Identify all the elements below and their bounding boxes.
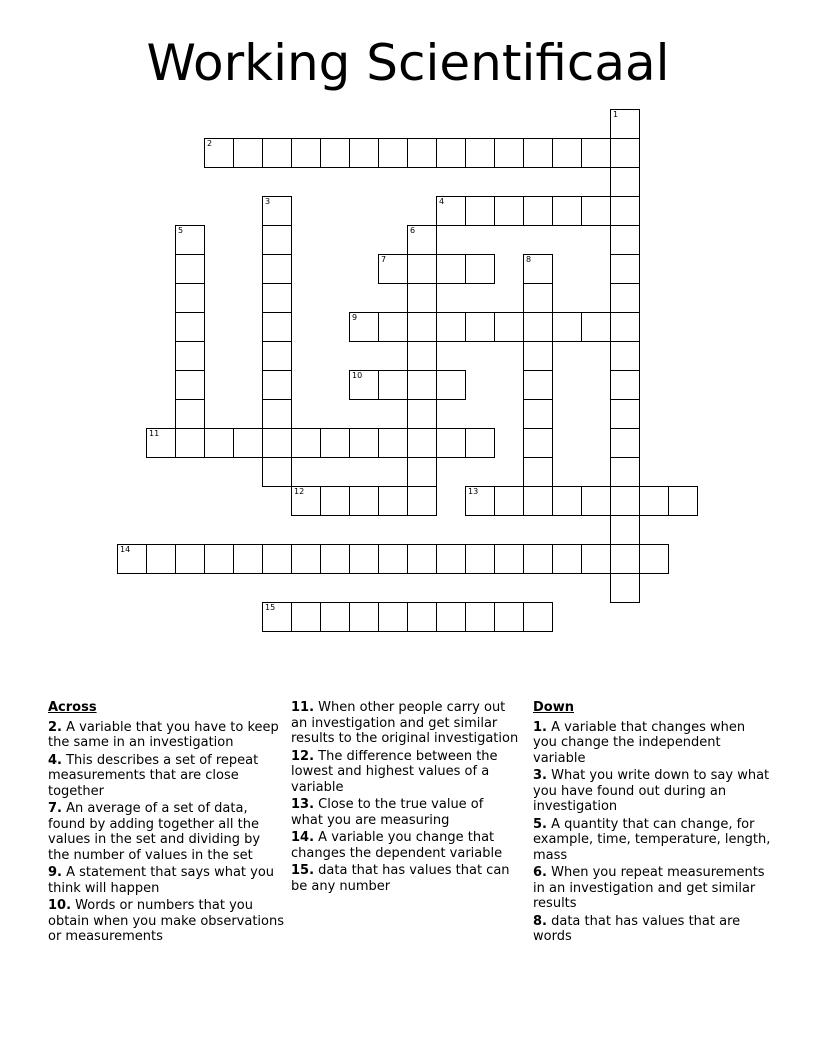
- clue-number: 12.: [291, 748, 315, 764]
- grid-cell[interactable]: [349, 602, 379, 632]
- grid-cell[interactable]: [175, 399, 205, 429]
- cell-number: 13: [468, 487, 479, 496]
- across-clues-column-2: [291, 700, 519, 896]
- grid-cell[interactable]: [523, 544, 553, 574]
- grid-cell[interactable]: [610, 312, 640, 342]
- grid-cell[interactable]: [610, 515, 640, 545]
- grid-cell[interactable]: [610, 254, 640, 284]
- clue-text: A variable that you have to keep the same in an investigation: [48, 719, 279, 750]
- grid-cell[interactable]: [494, 138, 524, 168]
- grid-cell[interactable]: [117, 544, 147, 574]
- grid-cell[interactable]: [407, 370, 437, 400]
- cell-number: 9: [352, 313, 358, 322]
- across-clue: [291, 797, 519, 828]
- grid-cell[interactable]: [378, 602, 408, 632]
- grid-cell[interactable]: [320, 138, 350, 168]
- grid-cell[interactable]: [262, 370, 292, 400]
- grid-cell[interactable]: [610, 225, 640, 255]
- across-clue: [291, 749, 519, 796]
- clue-number: 11.: [291, 700, 315, 715]
- grid-cell[interactable]: [378, 428, 408, 458]
- grid-cell[interactable]: [175, 312, 205, 342]
- across-clue: [48, 801, 284, 863]
- clue-text: A quantity that can change, for example, time, temperature, length, mass: [533, 816, 771, 863]
- clue-number: 3.: [533, 768, 547, 783]
- clue-number: 13.: [291, 797, 315, 812]
- clue-text: An average of a set of data, found by adding together all the values in the set and dividing by the number of values in the set: [48, 801, 261, 863]
- grid-cell[interactable]: [262, 399, 292, 429]
- across-clue: [48, 720, 284, 751]
- grid-cell[interactable]: [581, 486, 611, 516]
- grid-cell[interactable]: [523, 602, 553, 632]
- grid-cell[interactable]: [610, 341, 640, 371]
- down-heading: Down: [533, 700, 574, 715]
- cell-number: 10: [352, 371, 363, 380]
- grid-cell[interactable]: [494, 312, 524, 342]
- grid-cell[interactable]: [436, 544, 466, 574]
- grid-cell[interactable]: [378, 544, 408, 574]
- grid-cell[interactable]: [610, 196, 640, 226]
- grid-cell[interactable]: [262, 283, 292, 313]
- grid-cell[interactable]: [175, 544, 205, 574]
- grid-cell[interactable]: [204, 544, 234, 574]
- grid-cell[interactable]: [407, 312, 437, 342]
- grid-cell[interactable]: [523, 457, 553, 487]
- grid-cell[interactable]: [175, 254, 205, 284]
- grid-cell[interactable]: [465, 138, 495, 168]
- grid-cell[interactable]: [494, 486, 524, 516]
- grid-cell[interactable]: [407, 428, 437, 458]
- grid-cell[interactable]: [436, 312, 466, 342]
- grid-cell[interactable]: [204, 138, 234, 168]
- grid-cell[interactable]: [262, 138, 292, 168]
- grid-cell[interactable]: [349, 138, 379, 168]
- grid-cell[interactable]: [523, 254, 553, 284]
- grid-cell[interactable]: [436, 370, 466, 400]
- clue-number: 4.: [48, 752, 62, 768]
- grid-cell[interactable]: [639, 544, 669, 574]
- grid-cell[interactable]: [320, 602, 350, 632]
- grid-cell[interactable]: [291, 602, 321, 632]
- grid-cell[interactable]: [523, 399, 553, 429]
- cell-number: 6: [410, 226, 416, 235]
- clue-number: 7.: [48, 801, 62, 816]
- grid-cell[interactable]: [465, 428, 495, 458]
- grid-cell[interactable]: [407, 225, 437, 255]
- grid-cell[interactable]: [320, 486, 350, 516]
- grid-cell[interactable]: [175, 283, 205, 313]
- grid-cell[interactable]: [175, 225, 205, 255]
- clue-number: 1.: [533, 719, 547, 735]
- grid-cell[interactable]: [639, 486, 669, 516]
- grid-cell[interactable]: [610, 544, 640, 574]
- grid-cell[interactable]: [494, 196, 524, 226]
- grid-cell[interactable]: [262, 428, 292, 458]
- grid-cell[interactable]: [436, 602, 466, 632]
- down-clue: [533, 768, 773, 815]
- clue-number: 10.: [48, 898, 72, 913]
- grid-cell[interactable]: [233, 428, 263, 458]
- clue-text: Words or numbers that you obtain when you make observations or measurements: [48, 898, 284, 944]
- grid-cell[interactable]: [262, 225, 292, 255]
- grid-cell[interactable]: [494, 602, 524, 632]
- clue-text: A statement that says what you think will happen: [48, 865, 275, 896]
- grid-cell[interactable]: [552, 138, 582, 168]
- grid-cell[interactable]: [610, 138, 640, 168]
- clue-number: 9.: [48, 865, 62, 880]
- grid-cell[interactable]: [349, 312, 379, 342]
- grid-cell[interactable]: [552, 196, 582, 226]
- clue-text: A variable that changes when you change the independent variable: [533, 719, 746, 766]
- cell-number: 2: [207, 139, 213, 148]
- grid-cell[interactable]: [523, 428, 553, 458]
- grid-cell[interactable]: [523, 196, 553, 226]
- grid-cell[interactable]: [262, 602, 292, 632]
- grid-cell[interactable]: [146, 544, 176, 574]
- grid-cell[interactable]: [407, 602, 437, 632]
- clue-text: data that has values that are words: [533, 913, 741, 944]
- across-clues-column-1: [48, 700, 284, 947]
- clue-number: 6.: [533, 865, 547, 880]
- grid-cell[interactable]: [465, 602, 495, 632]
- grid-cell[interactable]: [610, 399, 640, 429]
- grid-cell[interactable]: [175, 341, 205, 371]
- across-clue: [291, 863, 519, 894]
- grid-cell[interactable]: [262, 196, 292, 226]
- grid-cell[interactable]: [436, 196, 466, 226]
- grid-cell[interactable]: [407, 544, 437, 574]
- down-clue: [533, 865, 773, 912]
- grid-cell[interactable]: [581, 312, 611, 342]
- grid-cell[interactable]: [407, 457, 437, 487]
- grid-cell[interactable]: [552, 544, 582, 574]
- cell-number: 12: [294, 487, 305, 496]
- grid-cell[interactable]: [291, 544, 321, 574]
- clue-text: data that has values that can be any number: [291, 863, 510, 894]
- grid-cell[interactable]: [436, 428, 466, 458]
- grid-cell[interactable]: [610, 457, 640, 487]
- clue-text: When you repeat measurements in an investigation and get similar results: [533, 865, 765, 911]
- grid-cell[interactable]: [291, 428, 321, 458]
- grid-cell[interactable]: [610, 109, 640, 139]
- grid-cell[interactable]: [523, 138, 553, 168]
- clue-number: 5.: [533, 816, 547, 832]
- down-clue: [533, 914, 773, 945]
- grid-cell[interactable]: [552, 312, 582, 342]
- clue-number: 15.: [291, 863, 315, 878]
- grid-cell[interactable]: [465, 196, 495, 226]
- grid-cell[interactable]: [581, 138, 611, 168]
- grid-cell[interactable]: [349, 428, 379, 458]
- clue-number: 8.: [533, 913, 547, 929]
- clue-text: The difference between the lowest and highest values of a variable: [291, 748, 498, 795]
- grid-cell[interactable]: [291, 486, 321, 516]
- grid-cell[interactable]: [465, 486, 495, 516]
- grid-cell[interactable]: [523, 312, 553, 342]
- down-clue: [533, 817, 773, 864]
- cell-number: 5: [178, 226, 184, 235]
- clue-number: 2.: [48, 719, 62, 735]
- grid-cell[interactable]: [175, 428, 205, 458]
- grid-cell[interactable]: [436, 254, 466, 284]
- grid-cell[interactable]: [610, 283, 640, 313]
- grid-cell[interactable]: [349, 544, 379, 574]
- across-clue: [291, 830, 519, 861]
- grid-cell[interactable]: [407, 486, 437, 516]
- grid-cell[interactable]: [668, 486, 698, 516]
- clue-text: When other people carry out an investigation and get similar results to the original investigation: [291, 700, 519, 746]
- clue-text: This describes a set of repeat measurements that are close together: [48, 752, 259, 799]
- clue-text: A variable you change that changes the dependent variable: [291, 830, 503, 861]
- page-title: Working Scientificaal: [146, 34, 670, 92]
- grid-cell[interactable]: [581, 544, 611, 574]
- grid-cell[interactable]: [494, 544, 524, 574]
- grid-cell[interactable]: [523, 341, 553, 371]
- across-clue: [291, 700, 519, 747]
- grid-cell[interactable]: [291, 138, 321, 168]
- grid-cell[interactable]: [436, 138, 466, 168]
- across-clue: [48, 753, 284, 800]
- cell-number: 14: [120, 545, 131, 554]
- clue-number: 14.: [291, 830, 315, 845]
- grid-cell[interactable]: [146, 428, 176, 458]
- grid-cell[interactable]: [610, 167, 640, 197]
- grid-cell[interactable]: [523, 370, 553, 400]
- down-clue: [533, 720, 773, 767]
- grid-cell[interactable]: [407, 254, 437, 284]
- cell-number: 1: [613, 110, 619, 119]
- grid-cell[interactable]: [378, 254, 408, 284]
- grid-cell[interactable]: [204, 428, 234, 458]
- grid-cell[interactable]: [407, 341, 437, 371]
- grid-cell[interactable]: [465, 312, 495, 342]
- across-heading: Across: [48, 700, 97, 715]
- grid-cell[interactable]: [320, 544, 350, 574]
- grid-cell[interactable]: [523, 283, 553, 313]
- grid-cell[interactable]: [552, 486, 582, 516]
- grid-cell[interactable]: [610, 370, 640, 400]
- cell-number: 15: [265, 603, 276, 612]
- grid-cell[interactable]: [378, 370, 408, 400]
- grid-cell[interactable]: [320, 428, 350, 458]
- grid-cell[interactable]: [465, 254, 495, 284]
- grid-cell[interactable]: [233, 138, 263, 168]
- grid-cell[interactable]: [262, 457, 292, 487]
- clue-text: Close to the true value of what you are measuring: [291, 797, 484, 828]
- grid-cell[interactable]: [465, 544, 495, 574]
- cell-number: 7: [381, 255, 387, 264]
- clue-text: What you write down to say what you have found out during an investigation: [533, 768, 770, 814]
- grid-cell[interactable]: [262, 254, 292, 284]
- grid-cell[interactable]: [349, 486, 379, 516]
- cell-number: 8: [526, 255, 532, 264]
- grid-cell[interactable]: [407, 399, 437, 429]
- grid-cell[interactable]: [349, 370, 379, 400]
- down-clues-column: [533, 700, 773, 947]
- grid-cell[interactable]: [262, 312, 292, 342]
- grid-cell[interactable]: [378, 312, 408, 342]
- grid-cell[interactable]: [581, 196, 611, 226]
- cell-number: 4: [439, 197, 445, 206]
- grid-cell[interactable]: [407, 283, 437, 313]
- grid-cell[interactable]: [407, 138, 437, 168]
- grid-cell[interactable]: [610, 428, 640, 458]
- grid-cell[interactable]: [523, 486, 553, 516]
- grid-cell[interactable]: [610, 486, 640, 516]
- grid-cell[interactable]: [262, 341, 292, 371]
- grid-cell[interactable]: [262, 544, 292, 574]
- grid-cell[interactable]: [378, 486, 408, 516]
- cell-number: 3: [265, 197, 271, 206]
- grid-cell[interactable]: [175, 370, 205, 400]
- grid-cell[interactable]: [610, 573, 640, 603]
- grid-cell[interactable]: [233, 544, 263, 574]
- across-clue: [48, 865, 284, 896]
- cell-number: 11: [149, 429, 160, 438]
- across-clue: [48, 898, 284, 945]
- grid-cell[interactable]: [378, 138, 408, 168]
